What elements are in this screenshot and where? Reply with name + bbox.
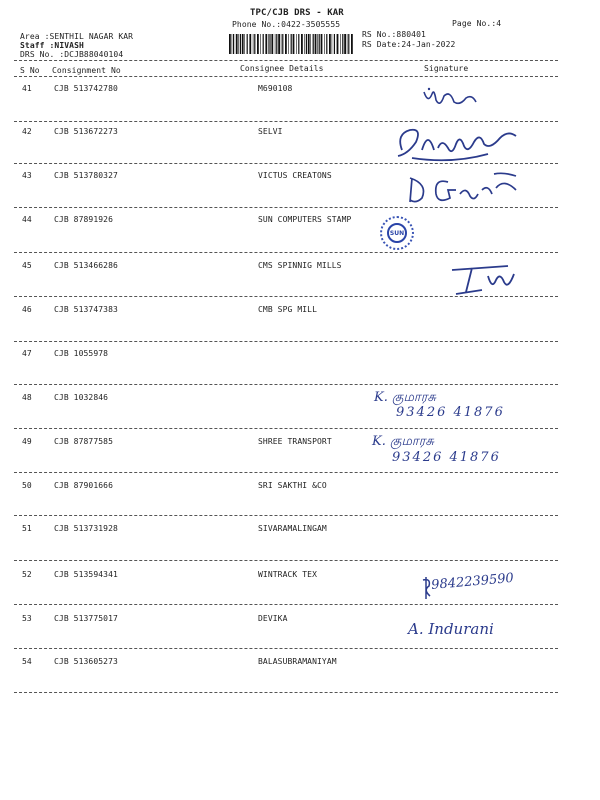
barcode-bar	[344, 34, 346, 54]
signature-48-phone: 93426 41876	[396, 405, 505, 420]
rs-number: RS No.:880401	[362, 30, 426, 39]
barcode-image	[228, 34, 354, 54]
barcode-bar	[347, 34, 348, 54]
barcode-bar	[351, 34, 353, 54]
barcode-bar	[293, 34, 295, 54]
barcode-bar	[285, 34, 287, 54]
barcode-bar	[288, 34, 289, 54]
col-header-consignee: Consignee Details	[240, 64, 324, 73]
signature-49-name: K. குமாரசு	[372, 434, 434, 449]
row-consignee: VICTUS CREATONS	[258, 171, 332, 180]
barcode-bar	[269, 34, 270, 54]
signature-43	[404, 168, 524, 212]
barcode-bar	[306, 34, 307, 54]
barcode-bar	[332, 34, 333, 54]
row-consignee: WINTRACK TEX	[258, 570, 317, 579]
barcode-bar	[247, 34, 248, 54]
barcode-bar	[265, 34, 267, 54]
barcode-bar	[296, 34, 297, 54]
row-divider	[14, 252, 558, 253]
row-consignment-no: CJB 1032846	[54, 393, 109, 402]
barcode-bar	[329, 34, 331, 54]
row-consignment-no: CJB 513466286	[54, 261, 118, 270]
table-row	[0, 481, 600, 525]
row-consignment-no: CJB 513747383	[54, 305, 118, 314]
staff-label: Staff :NIVASH	[20, 41, 84, 50]
row-consignee: SUN COMPUTERS STAMP	[258, 215, 352, 224]
row-consignment-no: CJB 513605273	[54, 657, 118, 666]
row-consignee: M690108	[258, 84, 293, 93]
barcode-bar	[249, 34, 251, 54]
row-sno: 51	[22, 524, 32, 533]
rs-date: RS Date:24-Jan-2022	[362, 40, 456, 49]
row-sno: 44	[22, 215, 32, 224]
barcode-bar	[321, 34, 323, 54]
row-divider	[14, 472, 558, 473]
row-sno: 45	[22, 261, 32, 270]
barcode-bar	[276, 34, 277, 54]
barcode-bar	[254, 34, 255, 54]
barcode-bar	[304, 34, 305, 54]
signature-53: A. Indurani	[408, 620, 494, 638]
row-divider	[14, 341, 558, 342]
barcode-bar	[334, 34, 335, 54]
row-consignment-no: CJB 87891926	[54, 215, 113, 224]
stamp-text: SUN	[387, 223, 407, 243]
row-consignee: CMS SPINNIG MILLS	[258, 261, 342, 270]
row-consignment-no: CJB 87877585	[54, 437, 113, 446]
barcode-bar	[340, 34, 341, 54]
row-sno: 53	[22, 614, 32, 623]
column-divider	[14, 76, 558, 77]
barcode-bar	[310, 34, 311, 54]
barcode-bar	[233, 34, 234, 54]
drs-number: DRS No. :DCJB88040104	[20, 50, 124, 59]
row-divider	[14, 648, 558, 649]
barcode-bar	[242, 34, 244, 54]
signature-49-phone: 93426 41876	[392, 450, 501, 465]
barcode-bar	[238, 34, 239, 54]
row-consignee: SELVI	[258, 127, 283, 136]
row-divider	[14, 515, 558, 516]
row-consignment-no: CJB 513672273	[54, 127, 118, 136]
barcode-bar	[232, 34, 233, 54]
row-consignment-no: CJB 513780327	[54, 171, 118, 180]
row-consignee: DEVIKA	[258, 614, 288, 623]
barcode-bar	[348, 34, 349, 54]
barcode-bar	[240, 34, 241, 54]
barcode-bar	[319, 34, 320, 54]
row-consignee: CMB SPG MILL	[258, 305, 317, 314]
row-consignment-no: CJB 513775017	[54, 614, 118, 623]
phone-number: Phone No.:0422-3505555	[232, 20, 341, 29]
signature-52-phone: 9842239590	[430, 570, 515, 593]
barcode-bar	[315, 34, 317, 54]
row-sno: 48	[22, 393, 32, 402]
row-sno: 41	[22, 84, 32, 93]
signature-45	[448, 262, 520, 304]
signature-42	[392, 120, 522, 166]
row-divider	[14, 604, 558, 605]
row-sno: 52	[22, 570, 32, 579]
barcode-bar	[291, 34, 292, 54]
barcode-bar	[253, 34, 254, 54]
table-row	[0, 305, 600, 349]
barcode-bar	[260, 34, 261, 54]
row-divider	[14, 428, 558, 429]
col-header-consignment: Consignment No	[52, 66, 121, 75]
table-row	[0, 614, 600, 658]
signature-41	[420, 86, 480, 118]
row-consignee: BALASUBRAMANIYAM	[258, 657, 337, 666]
row-consignee: SRI SAKTHI &CO	[258, 481, 327, 490]
row-sno: 49	[22, 437, 32, 446]
row-consignment-no: CJB 513731928	[54, 524, 118, 533]
barcode-bar	[308, 34, 310, 54]
header-divider	[14, 60, 558, 61]
barcode-bar	[337, 34, 339, 54]
page-number: Page No.:4	[452, 19, 502, 28]
barcode-bar	[278, 34, 280, 54]
barcode-bar	[229, 34, 231, 54]
sheet-title: TPC/CJB DRS - KAR	[250, 8, 344, 18]
col-header-sno: S No	[20, 66, 40, 75]
row-consignment-no: CJB 513594341	[54, 570, 118, 579]
row-consignment-no: CJB 513742780	[54, 84, 118, 93]
row-sno: 54	[22, 657, 32, 666]
barcode-bar	[301, 34, 303, 54]
table-row	[0, 657, 600, 701]
barcode-bar	[275, 34, 276, 54]
row-consignee: SIVARAMALINGAM	[258, 524, 327, 533]
signature-48-name: K. குமாரசு	[374, 390, 436, 405]
barcode-bar	[282, 34, 283, 54]
barcode-bar	[342, 34, 343, 54]
row-sno: 47	[22, 349, 32, 358]
row-divider	[14, 560, 558, 561]
barcode-bar	[281, 34, 282, 54]
table-row	[0, 393, 600, 437]
row-sno: 43	[22, 171, 32, 180]
row-sno: 42	[22, 127, 32, 136]
col-header-signature: Signature	[424, 64, 469, 73]
barcode-bar	[236, 34, 238, 54]
table-row	[0, 437, 600, 481]
barcode-bar	[313, 34, 314, 54]
row-divider	[14, 692, 558, 693]
row-sno: 50	[22, 481, 32, 490]
barcode-bar	[263, 34, 264, 54]
barcode-bar	[271, 34, 273, 54]
table-row	[0, 349, 600, 393]
company-stamp	[380, 216, 414, 250]
barcode-bar	[298, 34, 299, 54]
area-label: Area :SENTHIL NAGAR KAR	[20, 32, 134, 41]
barcode-bar	[244, 34, 245, 54]
table-row	[0, 524, 600, 568]
row-consignee: SHREE TRANSPORT	[258, 437, 332, 446]
row-consignment-no: CJB 87901666	[54, 481, 113, 490]
barcode-bar	[324, 34, 325, 54]
barcode-bar	[257, 34, 259, 54]
barcode-bar	[326, 34, 327, 54]
row-consignment-no: CJB 1055978	[54, 349, 109, 358]
row-divider	[14, 384, 558, 385]
barcode-bar	[317, 34, 318, 54]
row-sno: 46	[22, 305, 32, 314]
barcode-bar	[268, 34, 269, 54]
